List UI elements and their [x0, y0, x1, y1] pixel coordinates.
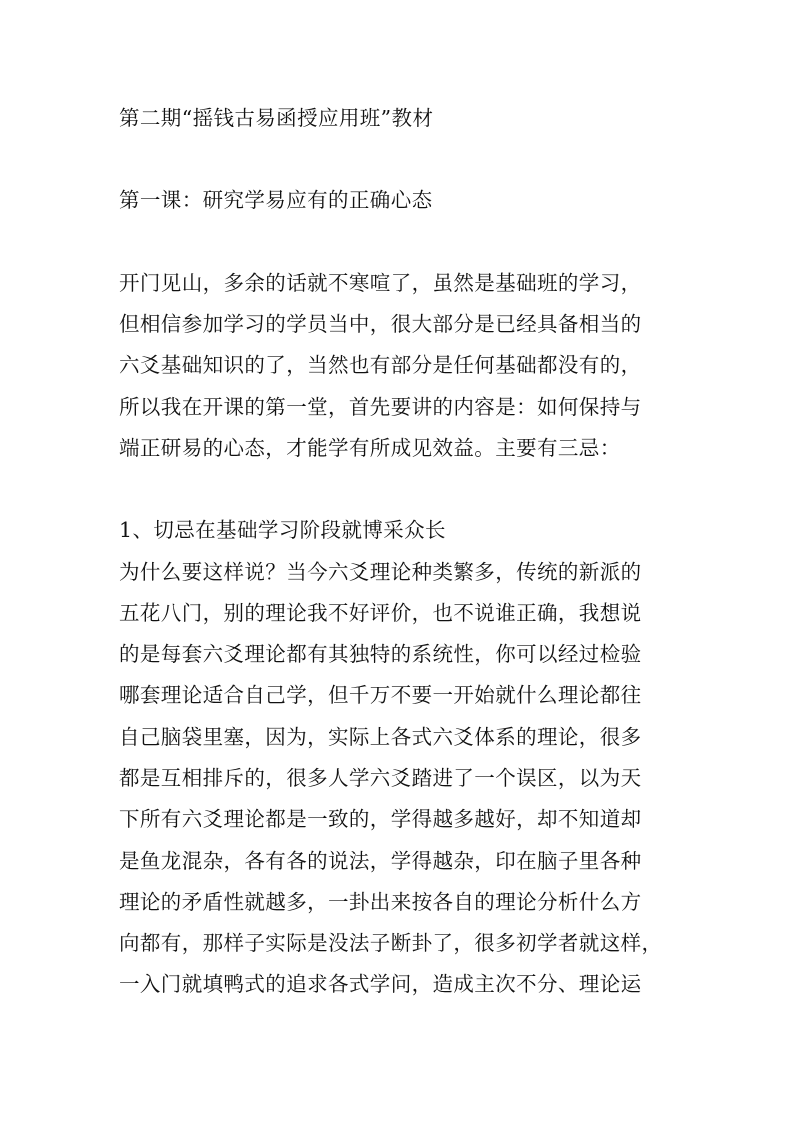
body-line: 五花八门，别的理论我不好评价，也不说谁正确，我想说	[119, 601, 642, 625]
body-line: 一入门就填鸭式的追求各式学问，造成主次不分、理论运	[119, 972, 642, 996]
body-line: 哪套理论适合自己学，但千万不要一开始就什么理论都往	[119, 683, 642, 707]
body-line: 向都有，那样子实际是没法子断卦了，很多初学者就这样，	[119, 931, 663, 955]
intro-line: 端正研易的心态，才能学有所成见效益。主要有三忌：	[119, 436, 621, 460]
body-line: 为什么要这样说？当今六爻理论种类繁多，传统的新派的	[119, 560, 642, 584]
body-line: 下所有六爻理论都是一致的，学得越多越好，却不知道却	[119, 807, 642, 831]
lesson-title: 第一课：研究学易应有的正确心态	[119, 188, 433, 212]
section-heading: 1、切忌在基础学习阶段就博采众长	[119, 518, 446, 542]
body-line: 都是互相排斥的，很多人学六爻踏进了一个误区，以为天	[119, 766, 642, 790]
body-line: 的是每套六爻理论都有其独特的系统性，你可以经过检验	[119, 642, 642, 666]
body-line: 是鱼龙混杂，各有各的说法，学得越杂，印在脑子里各种	[119, 849, 642, 873]
intro-line: 六爻基础知识的了，当然也有部分是任何基础都没有的，	[119, 353, 642, 377]
intro-line: 开门见山，多余的话就不寒喧了，虽然是基础班的学习，	[119, 271, 642, 295]
intro-line: 但相信参加学习的学员当中，很大部分是已经具备相当的	[119, 312, 642, 336]
document-title: 第二期“摇钱古易函授应用班”教材	[119, 106, 434, 130]
intro-line: 所以我在开课的第一堂，首先要讲的内容是：如何保持与	[119, 395, 642, 419]
body-line: 自己脑袋里塞，因为，实际上各式六爻体系的理论，很多	[119, 725, 642, 749]
body-line: 理论的矛盾性就越多，一卦出来按各自的理论分析什么方	[119, 890, 642, 914]
